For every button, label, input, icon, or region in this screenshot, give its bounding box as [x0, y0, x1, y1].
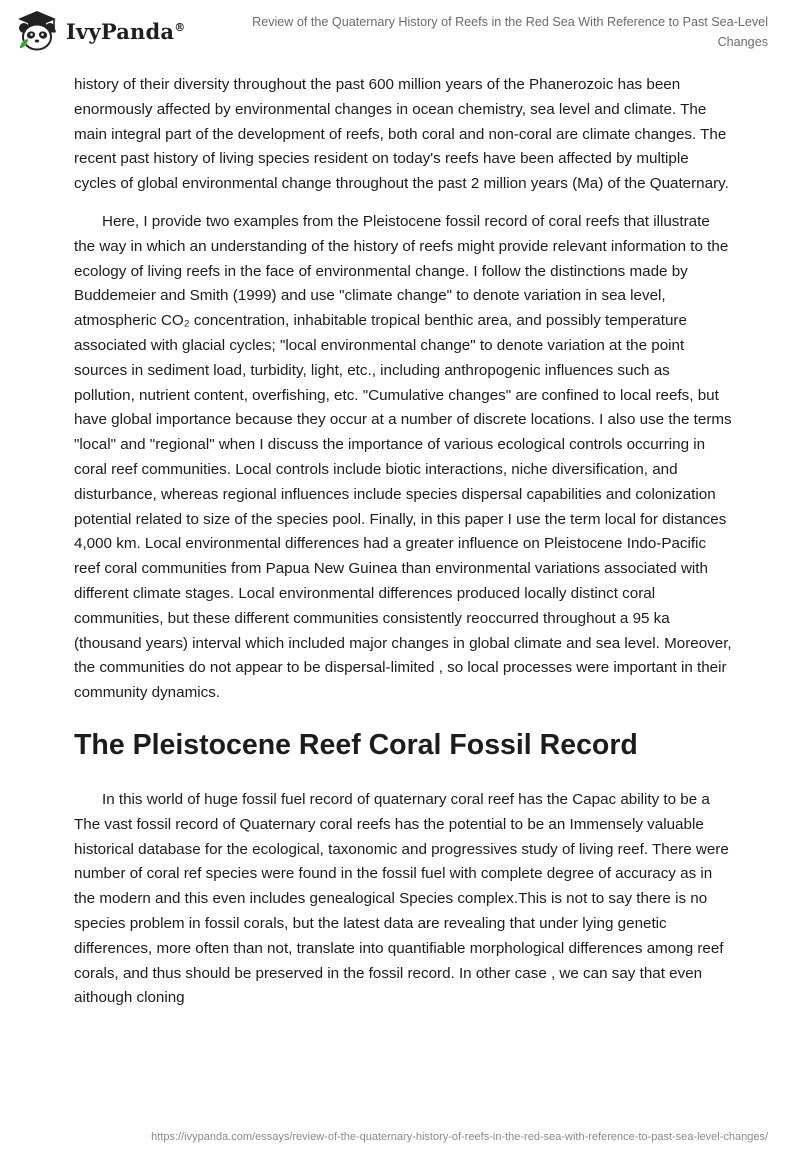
- essay-content: [74, 73, 734, 1011]
- paragraph-2: Here, I provide two examples from the Pleistocene fossil record of coral reefs that illustrate the way in which an understanding of the history of reefs might provide relevant information to the ecology of living reefs in the face of environmental change. I follow the distinctions made by Buddemeier and Smith (1999) and use "climate change" to denote variation in sea level, atmospheric CO₂ concentration, inhabitable tropical benthic area, and possibly temperature associated with glacial cycles; "local environmental change" to denote variation at the point sources in sediment load, turbidity, light, etc., including anthropogenic influences such as pollution, nutrient content, overfishing, etc. "Cumulative changes" are confined to local reefs, but have global importance because they occur at a number of discrete locations. I also use the terms "local" and "regional" when I discuss the importance of various ecological controls occurring in coral reef communities. Local controls include biotic interactions, niche diversification, and disturbance, whereas regional influences include species dispersal capabilities and colonization potential related to size of the species pool. Finally, in this paper I use the term local for distances 4,000 km. Local environmental differences had a greater influence on Pleistocene Indo-Pacific reef coral communities from Papua New Guinea than environmental variations associated with different climate stages. Local environmental differences produced locally distinct coral communities, but these different communities consistently reoccurred throughout a 95 ka (thousand years) interval which included major changes in global climate and sea level. Moreover, the communities do not appear to be dispersal-limited , so local processes were important in their community dynamics.: [74, 212, 732, 702]
- paragraph-3: In this world of huge fossil fuel record of quaternary coral reef has the Capac ability to be a The vast fossil record of Quaternary coral reefs has the potential to be an Immensely valuable historical database for the ecological, taxonomic and progressives study of living reef. There were number of coral ref species were found in the fossil fuel with complete degree of accuracy as in the modern and this even includes genealogical Species complex.This is not to say there is no species problem in fossil corals, but the latest data are revealing that under lying genetic differences, more often than not, translate into quantifiable morphological differences among reef corals, and thus should be preserved in the fossil record. In other case , we can say that even aithough cloning: [74, 790, 729, 1007]
- panda-graduate-logo-icon: [14, 8, 60, 54]
- source-url[interactable]: https://ivypanda.com/essays/review-of-the-quaternary-history-of-reefs-in-the-red-sea-with-reference-to-past-sea-level-changes/: [151, 1131, 768, 1143]
- page-header: [0, 0, 800, 62]
- logo-text: IvyPanda: [66, 18, 175, 44]
- logo-wordmark: [66, 19, 185, 44]
- section-heading: The Pleistocene Reef Coral Fossil Record: [74, 728, 638, 761]
- document-title: Review of the Quaternary History of Reefs in the Red Sea With Reference to Past Sea-Level Changes: [252, 15, 768, 49]
- logo-registered-mark: ®: [174, 20, 186, 34]
- paragraph-1: history of their diversity throughout the past 600 million years of the Phanerozoic has been enormously affected by environmental changes in ocean chemistry, sea level and climate. The main integral part of the development of reefs, both coral and non-coral are climate changes. The recent past history of living species resident on today's reefs have been affected by multiple cycles of global environmental change throughout the past 2 million years (Ma) of the Quaternary.: [74, 76, 729, 193]
- ivypanda-logo[interactable]: [14, 8, 185, 54]
